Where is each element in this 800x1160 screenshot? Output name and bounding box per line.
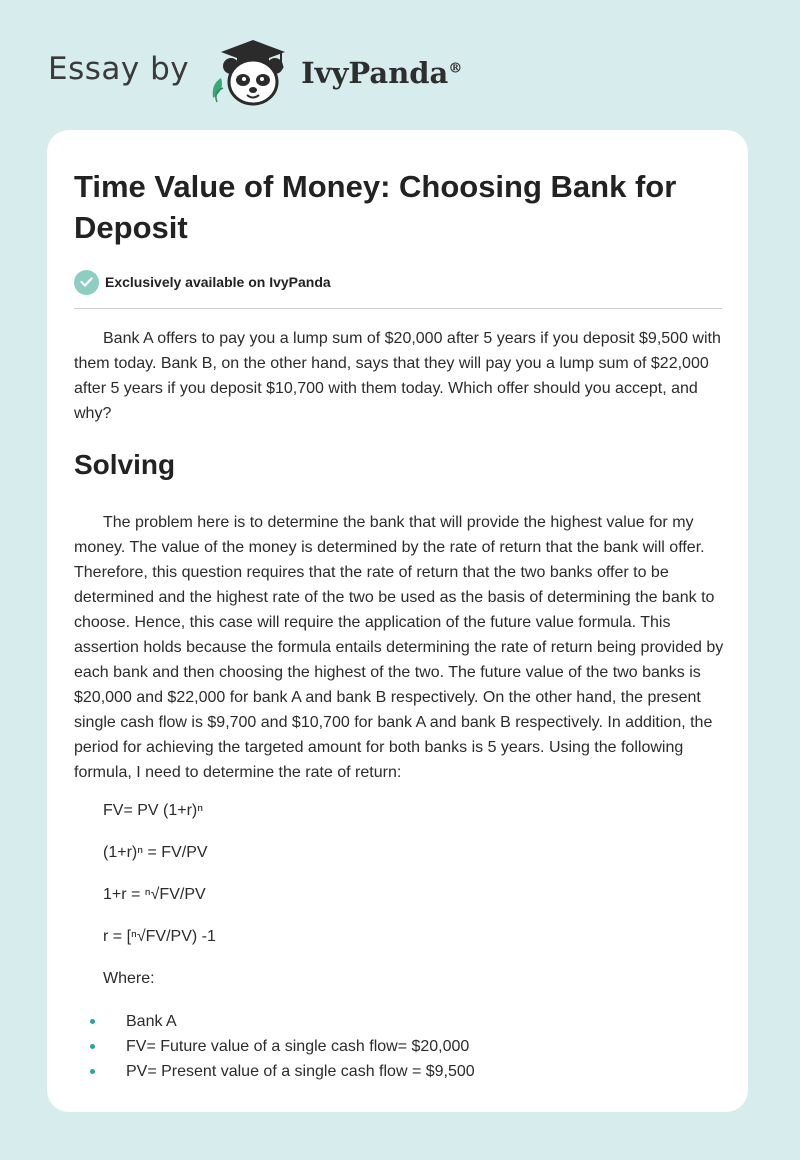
formula-line: 1+r = ⁿ√FV/PV <box>103 886 206 903</box>
site-header <box>48 36 748 108</box>
divider <box>74 308 722 309</box>
body-paragraph: The problem here is to determine the bank that will provide the highest value for my money. The value of the money is determined by the rate of return that the bank will offer. Therefore, this question requires that the rate of return that the two banks offer to be determined and the highest rate of the two be used as the basis of determining the bank to choose. Hence, this case will require the application of the future value formula. This assertion holds because the formula entails determining the rate of return being provided by each bank and then choosing the highest of the two. The future value of the two banks is $20,000 and $22,000 for bank A and bank B respectively. On the other hand, the present single cash flow is $9,700 and $10,700 for bank A and bank B respectively. In addition, the period for achieving the targeted amount for both banks is 5 years. Using the following formula, I need to determine the rate of return: <box>74 514 724 781</box>
bullet-list <box>74 1009 722 1084</box>
check-icon <box>74 270 99 295</box>
intro-paragraph: Bank A offers to pay you a lump sum of $20,000 after 5 years if you deposit $9,500 with them today. Bank B, on the other hand, says that they will pay you a lump sum of $22,000 after 5 years if you deposit $10,700 with them today. Which offer should you accept, and why? <box>74 330 721 422</box>
section-heading: Solving <box>74 449 176 480</box>
bullet-icon <box>90 1019 95 1024</box>
essay-by-label: Essay by <box>48 51 190 87</box>
formula-line: r = [ⁿ√FV/PV) -1 <box>103 928 216 945</box>
list-item: PV= Present value of a single cash flow = $9,500 <box>74 1059 722 1084</box>
bullet-icon <box>90 1044 95 1049</box>
list-item: Bank A <box>74 1009 722 1034</box>
bullet-icon <box>90 1069 95 1074</box>
list-item: FV= Future value of a single cash flow= $20,000 <box>74 1034 722 1059</box>
formula-line: FV= PV (1+r)ⁿ <box>103 802 204 819</box>
exclusive-badge <box>74 268 722 296</box>
brand-name[interactable]: IvyPanda® <box>301 56 463 90</box>
panda-logo-icon[interactable] <box>207 36 297 108</box>
formula-line: (1+r)ⁿ = FV/PV <box>103 844 208 861</box>
where-label: Where: <box>103 970 155 987</box>
page-title: Time Value of Money: Choosing Bank for Deposit <box>74 169 677 245</box>
exclusive-label: Exclusively available on IvyPanda <box>105 274 331 290</box>
article-card <box>47 130 748 1112</box>
